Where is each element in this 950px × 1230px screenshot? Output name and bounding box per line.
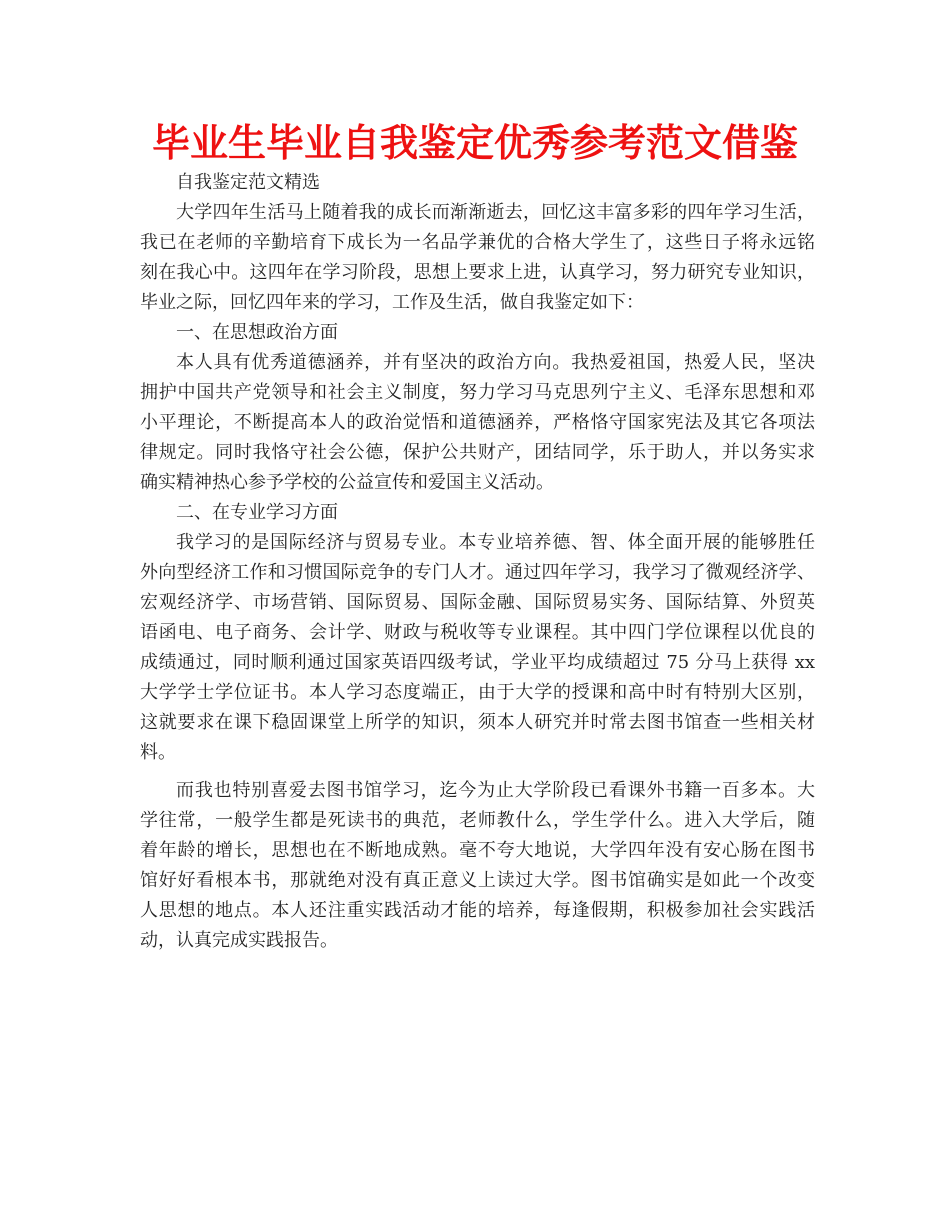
text-line: 二、在专业学习方面	[176, 502, 338, 523]
text-line: 动，认真完成实践报告。	[140, 930, 338, 951]
text-line: 人思想的地点。本人还注重实践活动才能的培养，每逢假期，积极参加社会实践活	[140, 900, 815, 921]
text-line: 成绩通过，同时顺利通过国家英语四级考试，学业平均成绩超过 75 分马上获得 xx	[140, 652, 815, 673]
text-line: 馆好好看根本书，那就绝对没有真正意义上读过大学。图书馆确实是如此一个改变	[140, 870, 815, 891]
text-line: 确实精神热心参予学校的公益宣传和爱国主义活动。	[140, 472, 554, 493]
text-line: 大学学士学位证书。本人学习态度端正，由于大学的授课和高中时有特别大区别，	[140, 682, 815, 703]
text-line: 宏观经济学、市场营销、国际贸易、国际金融、国际贸易实务、国际结算、外贸英	[140, 592, 815, 613]
text-line: 这就要求在课下稳固课堂上所学的知识，须本人研究并时常去图书馆查一些相关材	[140, 712, 815, 733]
text-line: 拥护中国共产党领导和社会主义制度，努力学习马克思列宁主义、毛泽东思想和邓	[140, 382, 815, 403]
text-line: 本人具有优秀道德涵养，并有坚决的政治方向。我热爱祖国，热爱人民，坚决	[176, 352, 815, 373]
text-line: 小平理论，不断提高本人的政治觉悟和道德涵养，严格恪守国家宪法及其它各项法	[140, 412, 815, 433]
text-line: 一、在思想政治方面	[176, 322, 338, 343]
document-body	[140, 168, 815, 956]
text-line: 着年龄的增长，思想也在不断地成熟。毫不夸大地说，大学四年没有安心肠在图书	[140, 840, 815, 861]
text-line: 而我也特别喜爱去图书馆学习，迄今为止大学阶段已看课外书籍一百多本。大	[176, 780, 815, 801]
text-line: 学往常，一般学生都是死读书的典范，老师教什么，学生学什么。进入大学后，随	[140, 810, 815, 831]
text-line: 我已在老师的辛勤培育下成长为一名品学兼优的合格大学生了，这些日子将永远铭	[140, 232, 815, 253]
text-line: 刻在我心中。这四年在学习阶段，思想上要求上进，认真学习，努力研究专业知识，	[140, 262, 815, 283]
text-line: 大学四年生活马上随着我的成长而渐渐逝去，回忆这丰富多彩的四年学习生活，	[176, 202, 815, 223]
text-line: 律规定。同时我恪守社会公德，保护公共财产，团结同学，乐于助人，并以务实求	[140, 442, 815, 463]
paragraph-gap	[140, 768, 815, 776]
text-line: 自我鉴定范文精选	[176, 172, 320, 193]
text-line: 我学习的是国际经济与贸易专业。本专业培养德、智、体全面开展的能够胜任	[176, 532, 815, 553]
text-line: 语函电、电子商务、会计学、财政与税收等专业课程。其中四门学位课程以优良的	[140, 622, 815, 643]
text-line: 外向型经济工作和习惯国际竞争的专门人才。通过四年学习，我学习了微观经济学、	[140, 562, 815, 583]
document-title: 毕业生毕业自我鉴定优秀参考范文借鉴	[151, 121, 798, 165]
text-line: 料。	[140, 742, 176, 763]
text-line: 毕业之际，回忆四年来的学习，工作及生活，做自我鉴定如下：	[140, 292, 644, 313]
